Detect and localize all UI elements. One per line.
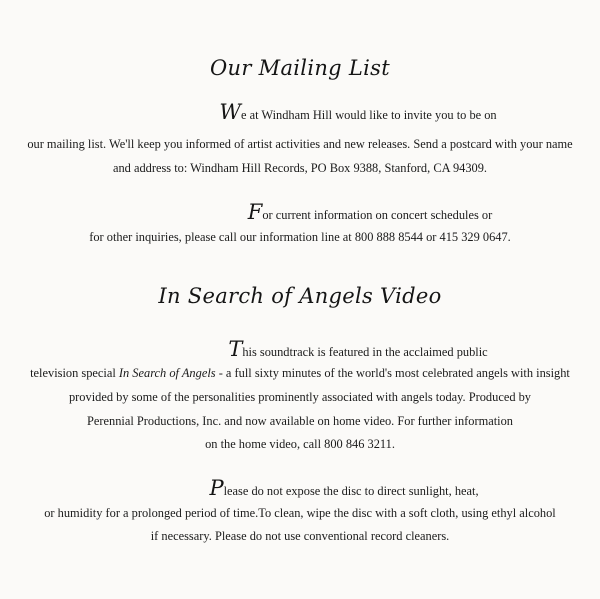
video-paragraph-1-line-4: Perennial Productions, Inc. and now available on home video. For further information [87, 414, 513, 428]
video-heading: In Search of Angels Video [158, 284, 442, 308]
video-paragraph-2-line-3: if necessary. Please do not use conventional record cleaners. [150, 529, 450, 543]
video-paragraph-2-line-1: Please do not expose the disc to direct sunlight, heat, [209, 476, 479, 500]
drop-cap: T [228, 337, 243, 361]
mailing-paragraph-2-line-1: For current information on concert schedules or [247, 200, 493, 224]
video-paragraph-1-line-5: on the home video, call 800 846 3211. [205, 437, 395, 451]
mailing-paragraph-2-line-2: for other inquiries, please call our information line at 800 888 8544 or 415 329 0647. [89, 230, 511, 244]
video-paragraph-1-line-3: provided by some of the personalities prominently associated with angels today. Produced by [68, 390, 532, 404]
video-paragraph-1-line-1: This soundtrack is featured in the acclaimed public [228, 337, 488, 361]
drop-cap: F [247, 200, 263, 224]
mailing-paragraph-1-line-2: our mailing list. We'll keep you informed of artist activities and new releases. Send a postcard with your name [27, 137, 573, 151]
mailing-paragraph-1-line-1: We at Windham Hill would like to invite you to be on [219, 100, 497, 124]
drop-cap: P [209, 476, 224, 500]
video-paragraph-2-line-2: or humidity for a prolonged period of time.To clean, wipe the disc with a soft cloth, using ethyl alcohol [44, 506, 556, 520]
drop-cap: W [219, 100, 241, 124]
mailing-list-heading: Our Mailing List [210, 56, 390, 80]
video-paragraph-1-line-2: television special In Search of Angels - a full sixty minutes of the world's most celebrated angels with insight [30, 366, 570, 380]
mailing-paragraph-1-line-3: and address to: Windham Hill Records, PO Box 9388, Stanford, CA 94309. [112, 161, 488, 175]
program-title: In Search of Angels [118, 366, 216, 380]
